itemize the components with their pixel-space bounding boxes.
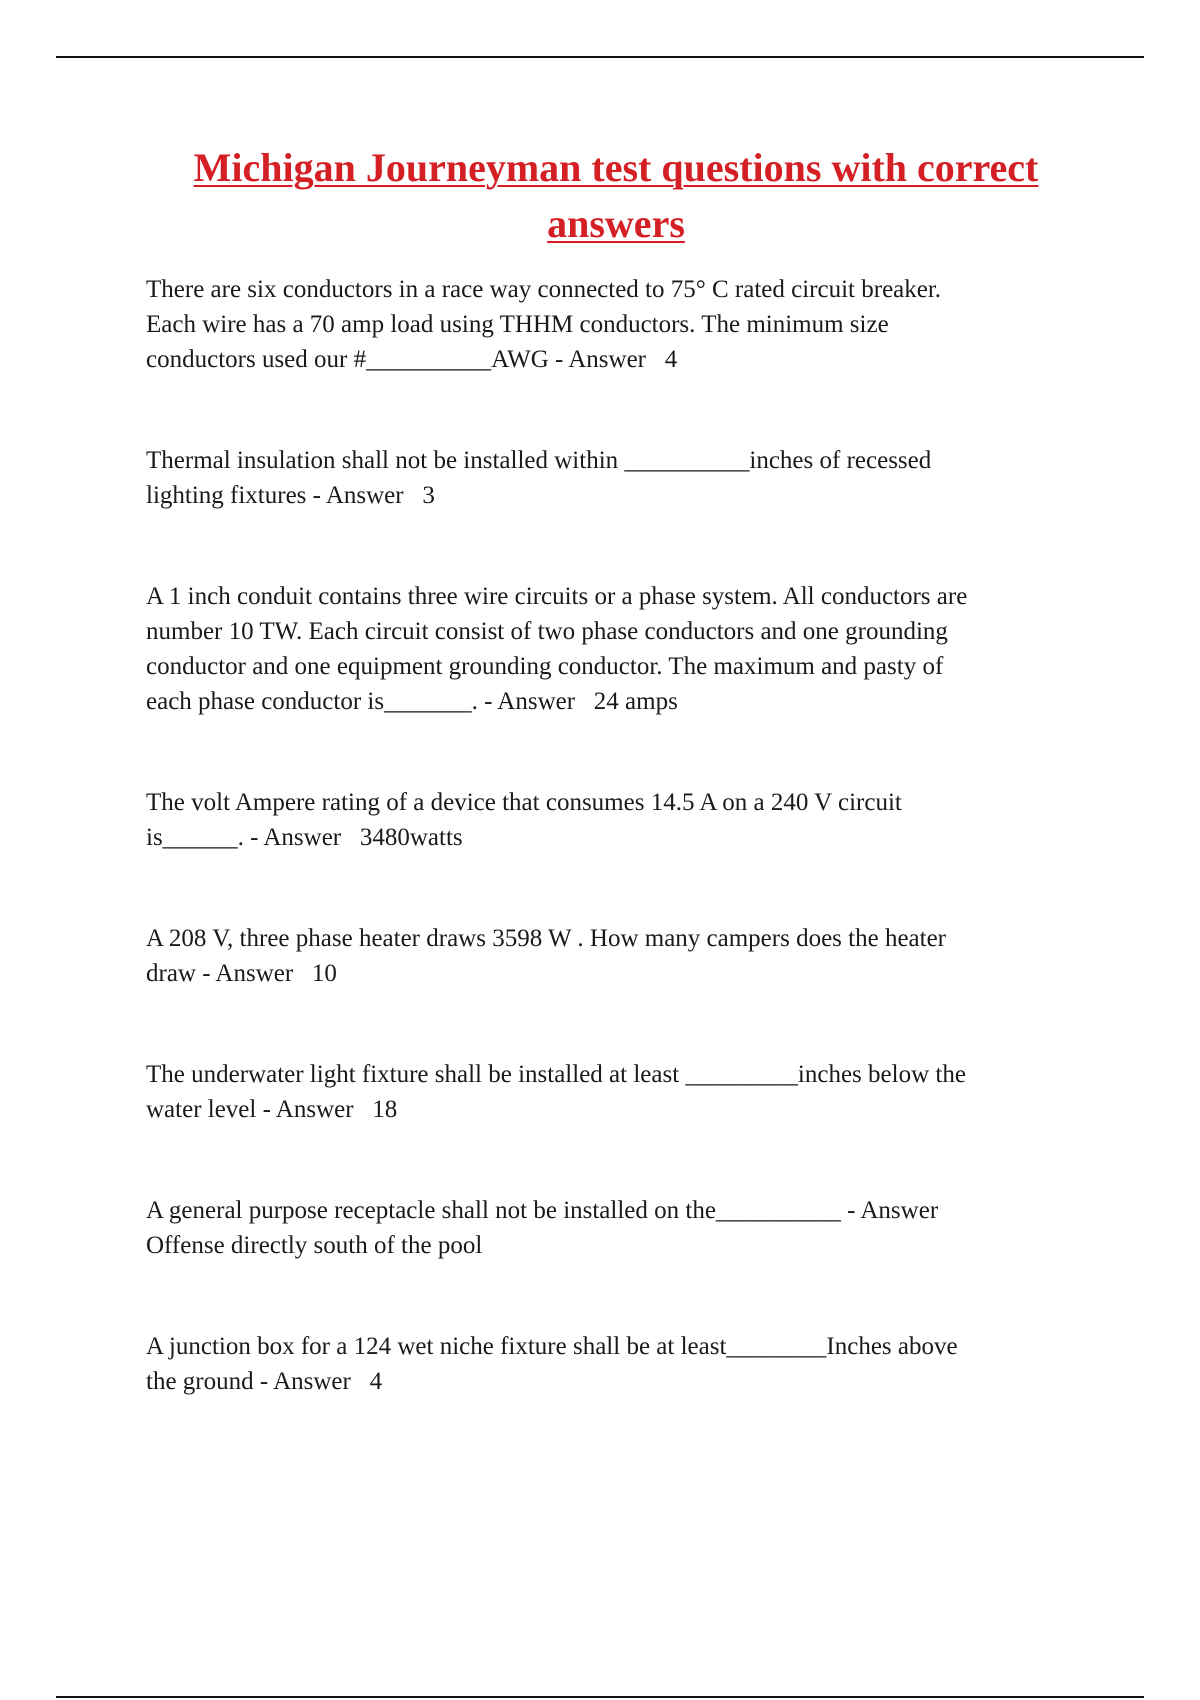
question-answer-7: A general purpose receptacle shall not be installed on the__________ - Answer Offense directly south of the pool [146,1197,939,1259]
question-answer-5: A 208 V, three phase heater draws 3598 W . How many campers does the heater draw - Answer 10 [146,925,947,987]
question-answer-2: Thermal insulation shall not be installed within __________inches of recessed lighting fixtures - Answer 3 [146,447,932,509]
question-answer-3: A 1 inch conduit contains three wire circuits or a phase system. All conductors are number 10 TW. Each circuit consist of two phase conductors and one grounding conductor and one equipment grounding conductor. The maximum and pasty of each phase conductor is_______. - Answer 24 amps [146,583,968,715]
question-answer-8: A junction box for a 124 wet niche fixture shall be at least________Inches above the ground - Answer 4 [146,1333,958,1395]
document-title: Michigan Journeyman test questions with correct answers [193,145,1039,246]
bottom-rule [56,1696,1144,1698]
document-body [146,140,1086,1399]
top-rule [56,56,1144,58]
question-answer-6: The underwater light fixture shall be installed at least _________inches below the water level - Answer 18 [146,1061,966,1123]
question-answer-1: There are six conductors in a race way connected to 75° C rated circuit breaker. Each wire has a 70 amp load using THHM conductors. The minimum size conductors used our #__________AWG - Answer 4 [146,276,942,373]
question-answer-4: The volt Ampere rating of a device that consumes 14.5 A on a 240 V circuit is______. - Answer 3480watts [146,789,902,851]
